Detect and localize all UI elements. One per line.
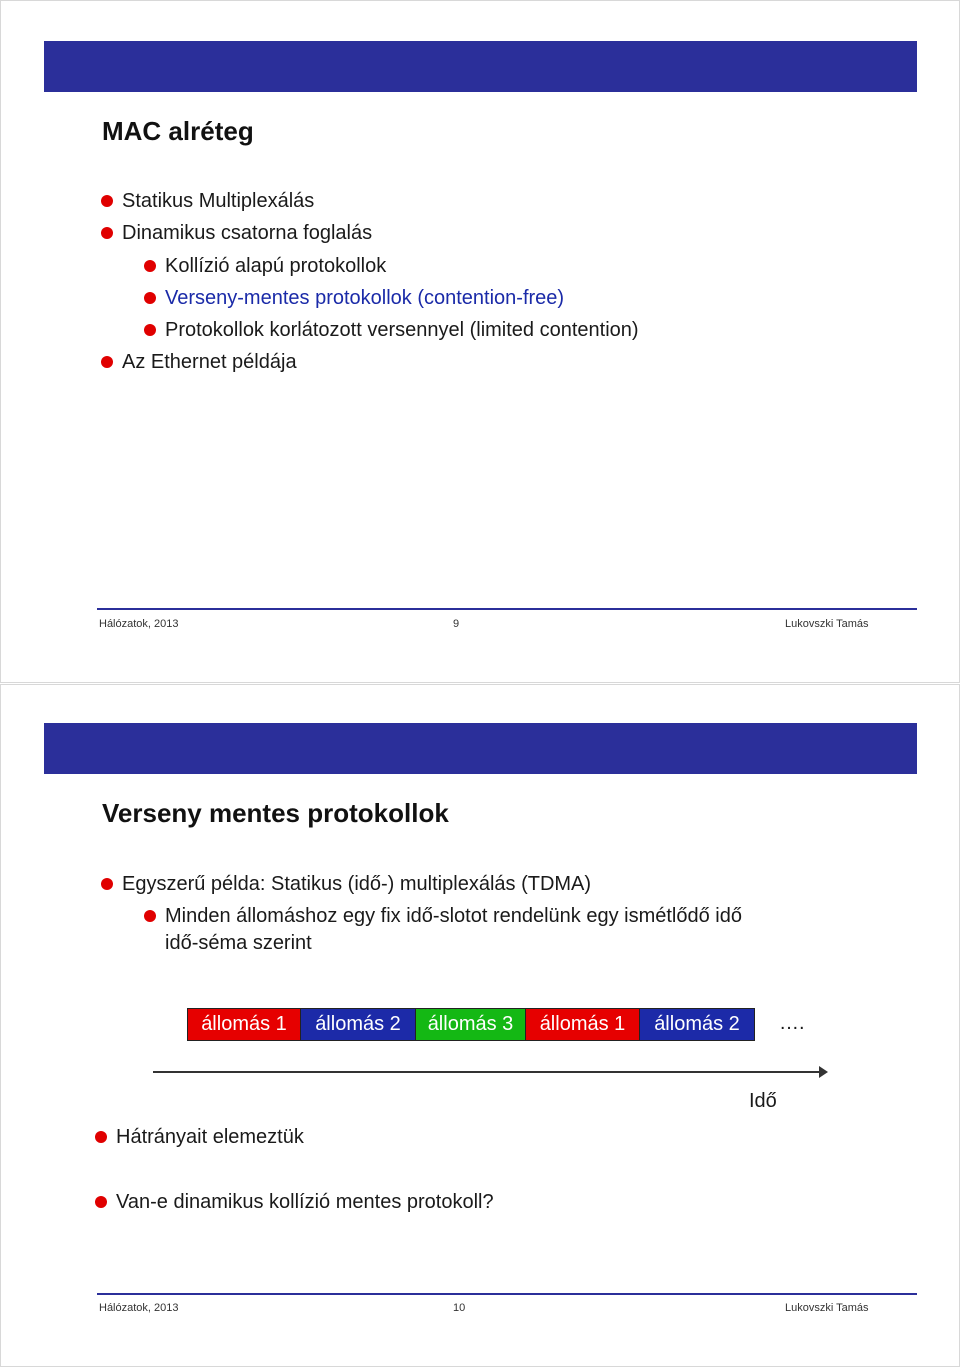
bullet-dot-icon <box>101 227 113 239</box>
footer-page-number: 10 <box>453 1302 466 1314</box>
title-bar <box>44 723 917 774</box>
footer-course: Hálózatok, 2013 <box>99 618 179 630</box>
bullet-text: idő-séma szerint <box>165 932 312 954</box>
slide-title: MAC alréteg <box>102 116 254 146</box>
time-axis-label: Idő <box>749 1090 777 1112</box>
continuation-ellipsis: …. <box>779 1012 805 1034</box>
bullet-text: Van-e dinamikus kollízió mentes protokoll? <box>116 1191 494 1213</box>
bullet-dot-icon <box>101 195 113 207</box>
time-slot: állomás 1 <box>188 1009 301 1040</box>
bullet-text: Statikus Multiplexálás <box>122 190 315 212</box>
bullet-text: Kollízió alapú protokollok <box>165 255 387 277</box>
slide-10 <box>0 684 960 1367</box>
bullet-dot-icon <box>144 910 156 922</box>
time-axis <box>153 1071 821 1073</box>
bullet-text-highlighted: Verseny-mentes protokollok (contention-free) <box>165 287 565 309</box>
footer-author: Lukovszki Tamás <box>785 1302 869 1314</box>
bullet-dot-icon <box>144 324 156 336</box>
bullet-text: Dinamikus csatorna foglalás <box>122 222 373 244</box>
title-bar <box>44 41 917 92</box>
time-slot: állomás 1 <box>526 1009 640 1040</box>
bullet-dot-icon <box>144 292 156 304</box>
time-slot: állomás 3 <box>416 1009 526 1040</box>
bullet-dot-icon <box>95 1196 107 1208</box>
bullet-text: Minden állomáshoz egy fix idő-slotot rendelünk egy ismétlődő idő <box>165 905 742 927</box>
bullet-text: Egyszerű példa: Statikus (idő-) multiplexálás (TDMA) <box>122 873 592 895</box>
slide-9 <box>0 0 960 683</box>
footer-page-number: 9 <box>453 618 460 630</box>
footer-divider <box>97 608 917 610</box>
time-slot: állomás 2 <box>301 1009 416 1040</box>
bullet-text: Protokollok korlátozott versennyel (limited contention) <box>165 319 639 341</box>
footer-course: Hálózatok, 2013 <box>99 1302 179 1314</box>
tdma-slot-bar <box>187 1008 755 1041</box>
bullet-text: Az Ethernet példája <box>122 351 297 373</box>
time-slot: állomás 2 <box>640 1009 754 1040</box>
bullet-dot-icon <box>95 1131 107 1143</box>
bullet-dot-icon <box>101 356 113 368</box>
arrow-right-icon <box>819 1066 828 1078</box>
footer-author: Lukovszki Tamás <box>785 618 869 630</box>
bullet-dot-icon <box>144 260 156 272</box>
slide-title: Verseny mentes protokollok <box>102 798 449 828</box>
bullet-text: Hátrányait elemeztük <box>116 1126 304 1148</box>
bullet-dot-icon <box>101 878 113 890</box>
footer-divider <box>97 1293 917 1295</box>
